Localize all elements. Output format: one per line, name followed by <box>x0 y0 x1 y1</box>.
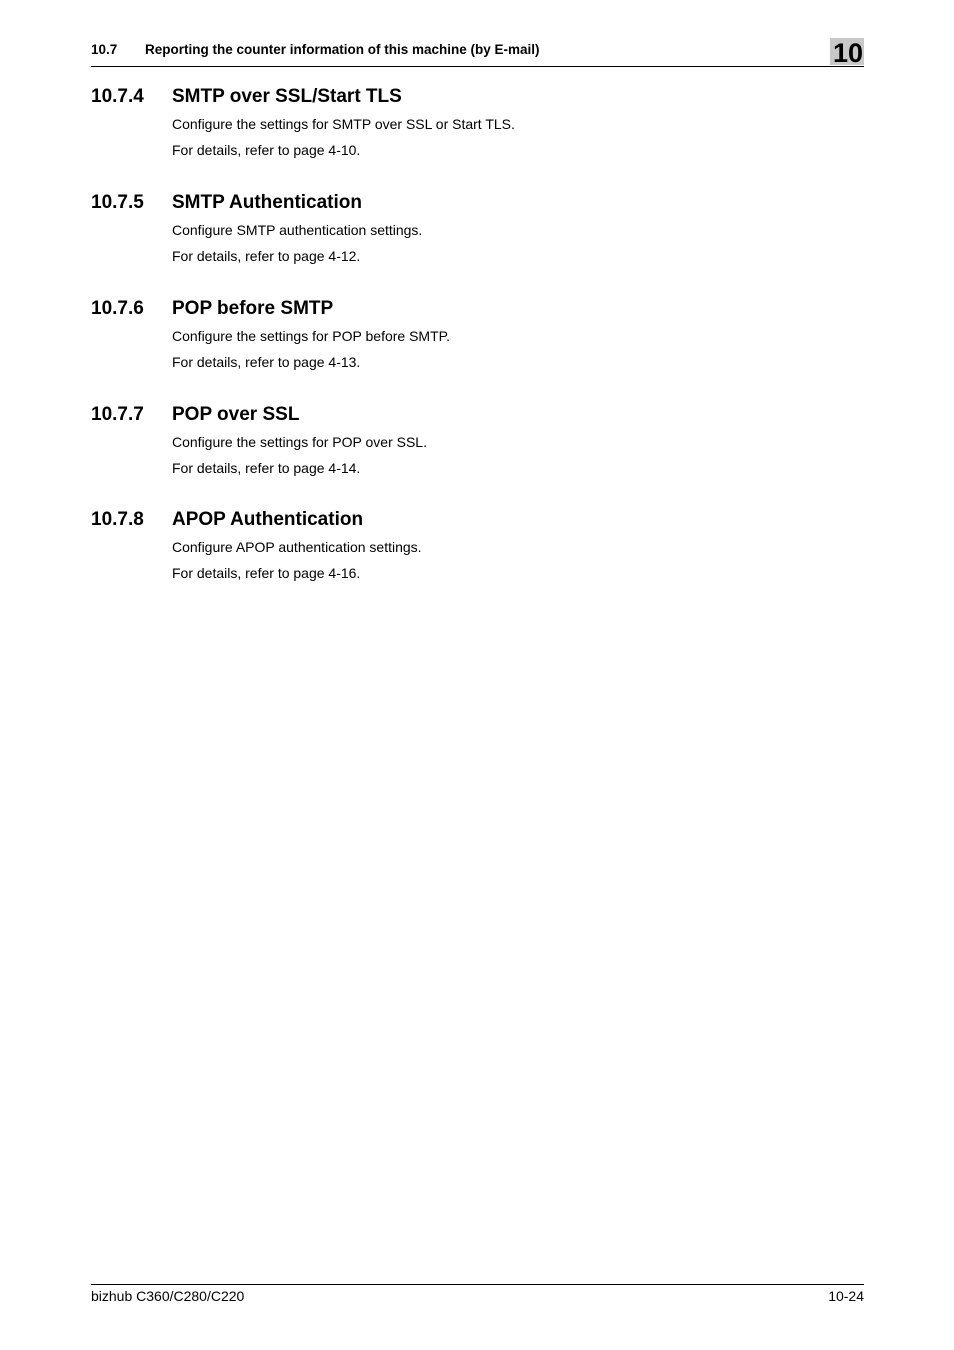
section-title: POP over SSL <box>172 404 300 425</box>
section-reference: For details, refer to page 4-12. <box>172 248 361 264</box>
section-reference: For details, refer to page 4-14. <box>172 460 361 476</box>
section-title: APOP Authentication <box>172 509 364 530</box>
chapter-number-badge: 10 <box>830 38 864 65</box>
footer-product-name: bizhub C360/C280/C220 <box>91 1288 245 1304</box>
section-number: 10.7.5 <box>91 192 144 213</box>
section-description: Configure the settings for POP over SSL. <box>172 434 427 450</box>
section-description: Configure SMTP authentication settings. <box>172 222 423 238</box>
section-number: 10.7.4 <box>91 86 144 107</box>
header-section-title: Reporting the counter information of this machine (by E-mail) <box>145 42 540 57</box>
section-reference: For details, refer to page 4-16. <box>172 565 361 581</box>
section-description: Configure the settings for SMTP over SSL or Start TLS. <box>172 116 515 132</box>
footer-page-number: 10-24 <box>828 1288 864 1304</box>
section-number: 10.7.7 <box>91 404 144 425</box>
section-title: POP before SMTP <box>172 298 334 319</box>
section-reference: For details, refer to page 4-10. <box>172 142 361 158</box>
section-number: 10.7.6 <box>91 298 144 319</box>
section-title: SMTP over SSL/Start TLS <box>172 86 402 107</box>
section-number: 10.7.8 <box>91 509 144 530</box>
section-reference: For details, refer to page 4-13. <box>172 354 361 370</box>
page-footer <box>91 1284 864 1309</box>
section-description: Configure the settings for POP before SMTP. <box>172 328 451 344</box>
page-header <box>91 38 864 67</box>
section-description: Configure APOP authentication settings. <box>172 539 422 555</box>
section-title: SMTP Authentication <box>172 192 362 213</box>
header-section-number: 10.7 <box>91 42 118 57</box>
